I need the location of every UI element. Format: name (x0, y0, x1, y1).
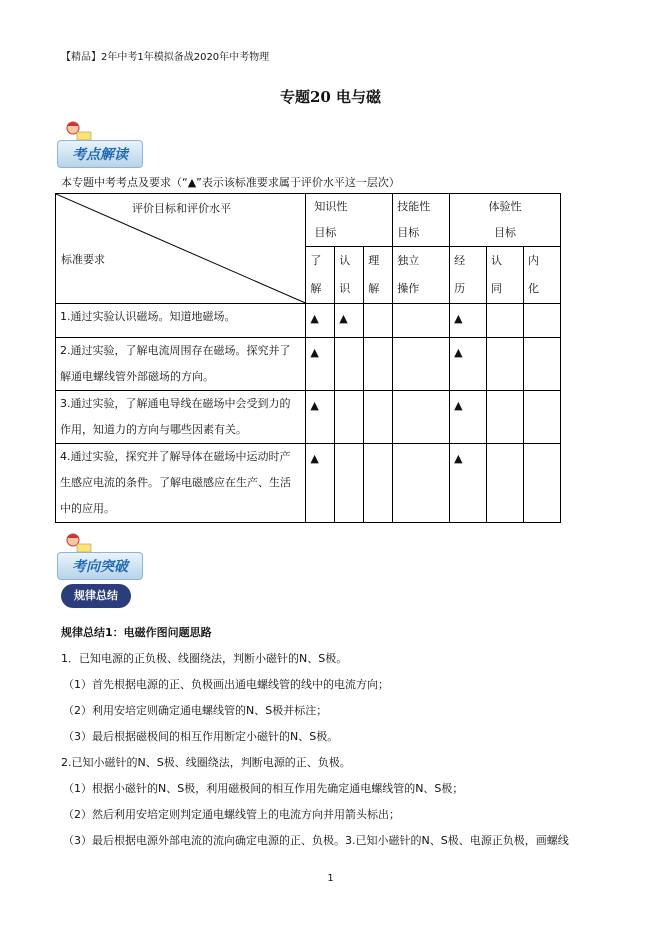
mark-cell (523, 304, 560, 338)
triangle-marker-icon: ▲ (310, 399, 319, 412)
page-title: 专题20 电与磁 (279, 88, 382, 106)
triangle-marker-icon: ▲ (310, 312, 319, 325)
sub-header-renshi: 认 识 (335, 247, 364, 304)
section-title: 规律总结1：电磁作图问题思路 (61, 626, 212, 639)
mark-cell (306, 444, 335, 523)
body-line-8: （3）最后根据电源外部电流的流向确定电源的正、负极。3.已知小磁针的N、S极、电源正负极，画螺线 (63, 834, 569, 847)
mark-cell (487, 338, 524, 391)
mark-cell (393, 444, 450, 523)
mark-cell (393, 391, 450, 444)
requirement-text: 2.通过实验，了解电流周围存在磁场。探究并了解通电螺线管外部磁场的方向。 (56, 338, 306, 391)
sub-header-jingli: 经 历 (450, 247, 487, 304)
mark-cell (306, 304, 335, 338)
mark-cell (450, 391, 487, 444)
sub-header-liaojie: 了 解 (306, 247, 335, 304)
diagonal-header-cell (56, 194, 306, 304)
mark-cell (487, 444, 524, 523)
sub-header-rentong: 认 同 (487, 247, 524, 304)
mark-cell (335, 304, 364, 338)
summary-pill: 规律总结 (61, 584, 131, 608)
mark-cell (450, 444, 487, 523)
page-number: 1 (327, 873, 334, 884)
triangle-marker-icon: ▲ (310, 346, 319, 359)
section-banner-kaoxiang (57, 532, 147, 584)
diag-top-label: 评价目标和评价水平 (132, 202, 231, 215)
intro-text: 本专题中考考点及要求（“▲”表示该标准要求属于评价水平这一层次） (61, 176, 400, 189)
mark-cell (523, 391, 560, 444)
mark-cell (364, 338, 393, 391)
requirement-text: 3.通过实验，了解通电导线在磁场中会受到力的作用，知道力的方向与哪些因素有关。 (56, 391, 306, 444)
table-row (56, 391, 561, 444)
mark-cell (335, 338, 364, 391)
mark-cell (335, 391, 364, 444)
body-line-2: （1）首先根据电源的正、负极画出通电螺线管的线中的电流方向； (63, 678, 389, 691)
body-line-1: 1．已知电源的正负极、线圈绕法，判断小磁针的N、S极。 (61, 652, 348, 665)
triangle-marker-icon: ▲ (454, 399, 463, 412)
mark-cell (306, 391, 335, 444)
mark-cell (450, 304, 487, 338)
diag-bottom-label: 标准要求 (61, 253, 105, 266)
cartoon-student-icon (61, 532, 93, 554)
triangle-marker-icon: ▲ (339, 312, 348, 325)
cartoon-student-icon (61, 120, 93, 142)
mark-cell (306, 338, 335, 391)
group-knowledge: 知识性 目标 (306, 194, 393, 247)
mark-cell (523, 338, 560, 391)
mark-cell (364, 391, 393, 444)
table-row (56, 444, 561, 523)
body-line-4: （3）最后根据磁极间的相互作用断定小磁针的N、S极。 (63, 730, 339, 743)
sub-header-lijie: 理 解 (364, 247, 393, 304)
group-experience: 体验性 目标 (450, 194, 561, 247)
requirement-text: 1.通过实验认识磁场。知道地磁场。 (56, 304, 306, 338)
banner-label: 考向突破 (72, 559, 128, 575)
triangle-marker-icon: ▲ (310, 452, 319, 465)
mark-cell (523, 444, 560, 523)
section-banner-kaodian (57, 120, 147, 172)
mark-cell (393, 338, 450, 391)
sub-header-duli: 独立 操作 (393, 247, 450, 304)
table-row (56, 304, 561, 338)
group-skill: 技能性 目标 (393, 194, 450, 247)
triangle-marker-icon: ▲ (454, 346, 463, 359)
mark-cell (450, 338, 487, 391)
body-line-3: （2）利用安培定则确定通电螺线管的N、S极并标注； (63, 704, 328, 717)
body-line-5: 2.已知小磁针的N、S极、线圈绕法，判断电源的正、负极。 (61, 756, 351, 769)
body-line-7: （2）然后利用安培定则判定通电螺线管上的电流方向并用箭头标出； (63, 808, 400, 821)
page-header: 【精品】2年中考1年模拟备战2020年中考物理 (61, 52, 270, 63)
mark-cell (393, 304, 450, 338)
table-row (56, 338, 561, 391)
requirement-text: 4.通过实验，探究并了解导体在磁场中运动时产生感应电流的条件。了解电磁感应在生产、生活中的应用。 (56, 444, 306, 523)
mark-cell (487, 391, 524, 444)
triangle-marker-icon: ▲ (454, 312, 463, 325)
mark-cell (364, 444, 393, 523)
sub-header-neihua: 内 化 (523, 247, 560, 304)
mark-cell (487, 304, 524, 338)
body-line-6: （1）根据小磁针的N、S极，利用磁极间的相互作用先确定通电螺线管的N、S极； (63, 782, 464, 795)
mark-cell (364, 304, 393, 338)
requirements-table (55, 193, 561, 523)
banner-label: 考点解读 (72, 147, 128, 163)
triangle-marker-icon: ▲ (454, 452, 463, 465)
mark-cell (335, 444, 364, 523)
